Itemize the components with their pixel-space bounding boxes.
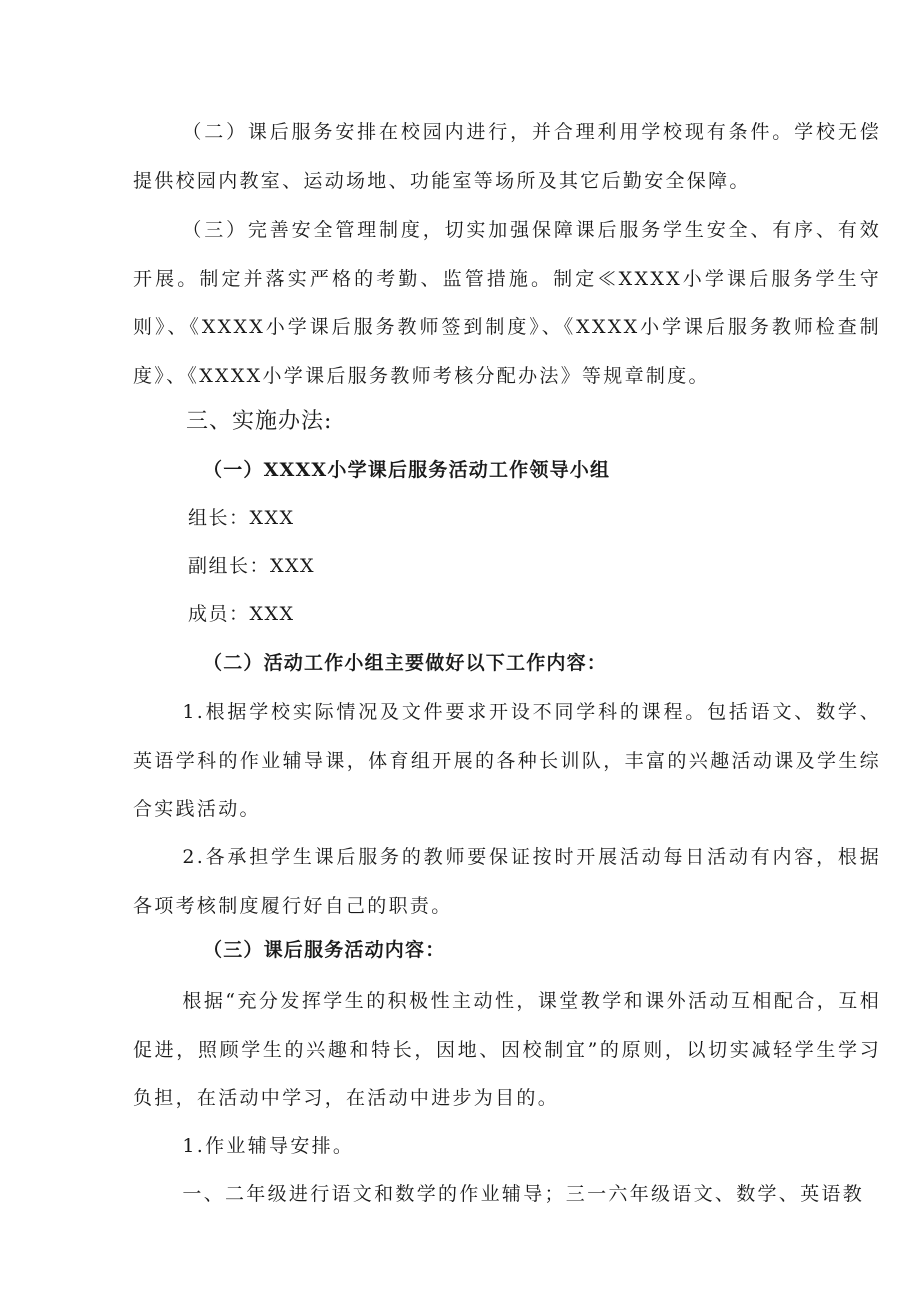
subsection-activity-content-heading: （三）课后服务活动内容： (203, 939, 446, 961)
members-line: 成员：XXX (188, 603, 295, 625)
item-2-teacher-duties: 2.各承担学生课后服务的教师要保证按时开展活动每日活动有内容，根据各项考核制度履行好自己的职责。 (133, 846, 881, 917)
subsection-work-content-heading: （二）活动工作小组主要做好以下工作内容： (203, 652, 608, 674)
homework-arrangement-heading: 1.作业辅导安排。 (182, 1135, 355, 1157)
homework-arrangement-text: 一、二年级进行语文和数学的作业辅导；三一六年级语文、数学、英语教 (182, 1183, 864, 1205)
deputy-leader-line: 副组长：XXX (188, 555, 316, 577)
paragraph-principle: 根据“充分发挥学生的积极性主动性，课堂教学和课外活动互相配合，互相促进，照顾学生的兴趣和特长，因地、因校制宜”的原则，以切实减轻学生学习负担，在活动中学习，在活动中进步为目的。 (133, 990, 881, 1109)
item-1-courses: 1.根据学校实际情况及文件要求开设不同学科的课程。包括语文、数学、英语学科的作业辅导课，体育组开展的各种长训队，丰富的兴趣活动课及学生综合实践活动。 (133, 701, 881, 820)
paragraph-safety-management: （三）完善安全管理制度，切实加强保障课后服务学生安全、有序、有效开展。制定并落实严格的考勤、监管措施。制定≪XXXX小学课后服务学生守则》、《XXXX小学课后服务教师签到制度》、《XXXX小学课后服务教师检查制度》、《XXXX小学课后服务教师考核分配办法》等规章制度。 (133, 219, 881, 387)
subsection-leadership-group-heading: （一）XXXX小学课后服务活动工作领导小组 (203, 459, 611, 481)
section-3-heading: 三、实施办法: (186, 409, 333, 434)
group-leader-line: 组长：XXX (188, 507, 295, 529)
paragraph-venue: （二）课后服务安排在校园内进行，并合理利用学校现有条件。学校无偿提供校园内教室、运动场地、功能室等场所及其它后勤安全保障。 (133, 121, 881, 192)
